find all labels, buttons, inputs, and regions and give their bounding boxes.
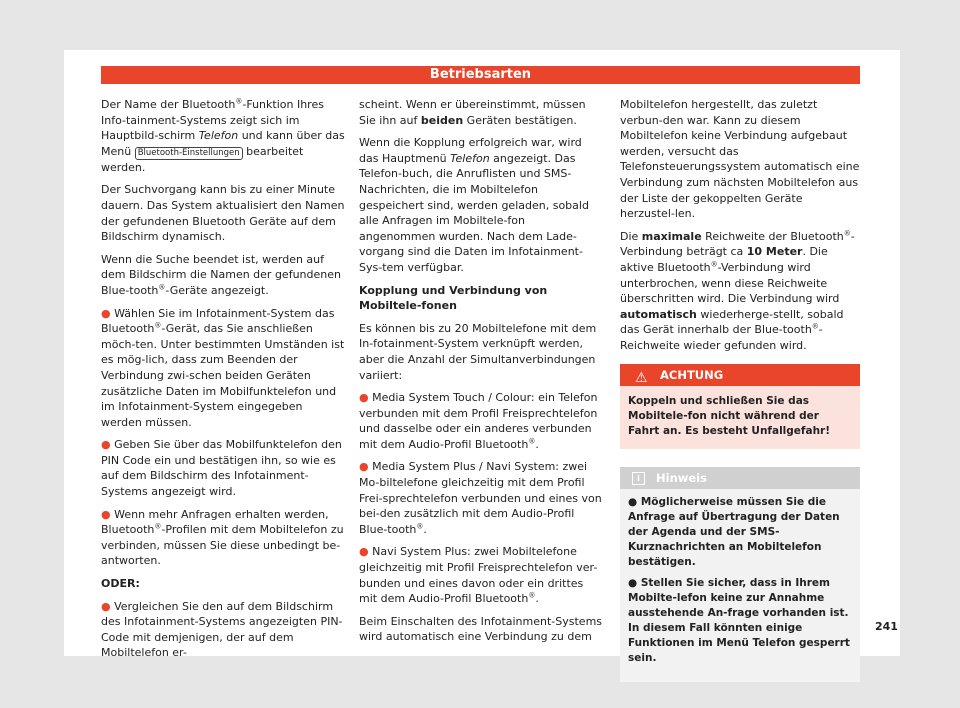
- section-header: Betriebsarten: [101, 66, 860, 84]
- paragraph: Die maximale Reichweite der Bluetooth®-Verbindung beträgt ca 10 Meter. Die aktive Bluetooth®-Verbindung wird unterbrochen, wenn diese Reichweite überschritten wird. Die Verbindung wird automatisch wiederherge-stellt, sobald das Gerät innerhalb der Blue-tooth®-Reichweite wieder gefunden wird.: [620, 229, 855, 352]
- page-number: 241: [875, 620, 898, 633]
- bullet-item: ● Vergleichen Sie den auf dem Bildschirm des Infotainment-Systems angezeigten PIN-Code mit demjenigen, der auf dem Mobiltelefon er-: [101, 599, 343, 660]
- bullet-icon: ●: [101, 599, 111, 613]
- bullet-icon: ●: [628, 576, 638, 589]
- oder-label: ODER:: [101, 577, 140, 591]
- subheading: Kopplung und Verbindung von Mobiltele-fonen: [359, 283, 548, 313]
- bullet-icon: ●: [359, 460, 369, 474]
- warning-title: ACHTUNG: [660, 367, 724, 382]
- info-icon: i: [632, 472, 645, 485]
- bullet-icon: ●: [101, 306, 111, 320]
- warning-text: Koppeln und schließen Sie das Mobiltele-fon nicht während der Fahrt an. Es besteht Unfallgefahr!: [628, 394, 831, 437]
- column-2: [359, 97, 604, 652]
- bullet-icon: ●: [101, 507, 111, 521]
- paragraph: scheint. Wenn er übereinstimmt, müssen Sie ihn auf beiden Geräten bestätigen.: [359, 98, 586, 127]
- bullet-icon: ●: [359, 545, 369, 559]
- menu-key: Bluetooth-Einstellungen: [135, 147, 243, 160]
- warning-header: [620, 364, 860, 386]
- paragraph: Beim Einschalten des Infotainment-Systems wird automatisch eine Verbindung zu dem: [359, 614, 603, 644]
- bullet-icon: ●: [101, 438, 111, 452]
- paragraph: Wenn die Kopplung erfolgreich war, wird das Hauptmenü Telefon angezeigt. Das Telefon-buch, die Anruflisten und SMS- Nachrichten, die im Mobiltelefon gespeichert sind, werden geladen, sobald alle Anfragen im Mobiltele-fon angenommen wurden. Nach dem Lade-vorgang sind die Daten im Infotainment-Sys-tem verfügbar.: [359, 136, 589, 274]
- bullet-item: ● Navi System Plus: zwei Mobiltelefone gleichzeitig mit Profil Freisprechtelefon ver-bunden und eines davon oder ein drittes mit dem Audio-Profil Bluetooth®.: [359, 545, 598, 606]
- bullet-icon: ●: [628, 495, 638, 508]
- bullet-item: ● Geben Sie über das Mobilfunktelefon den PIN Code ein und bestätigen ihn, so wie es auf dem Bildschirm des Infotainment-Systems angezeigt wird.: [101, 438, 342, 499]
- hint-title: Hinweis: [656, 470, 707, 485]
- paragraph: Der Suchvorgang kann bis zu einer Minute dauern. Das System aktualisiert den Namen der gefundenen Bluetooth Geräte auf dem Bildschirm dynamisch.: [101, 183, 345, 244]
- bullet-icon: ●: [359, 391, 369, 405]
- paragraph: Mobiltelefon hergestellt, das zuletzt verbun-den war. Kann zu diesem Mobiltelefon keine Verbindung aufgebaut werden, versucht das Telefonsteuerungssystem automatisch eine Verbindung zum nächsten Mobiltelefon aus der Liste der gekoppelten Geräte herzustel-len.: [620, 98, 860, 221]
- hint-item: ● Stellen Sie sicher, dass in Ihrem Mobilte-lefon keine zur Annahme ausstehende An-frage vorhanden ist. In diesem Fall könnten einige Funktionen im Menü Telefon gesperrt sein.: [628, 576, 850, 664]
- hint-box: [620, 467, 860, 682]
- bullet-item: ● Media System Touch / Colour: ein Telefon verbunden mit dem Profil Freisprechtelefon und dasselbe oder ein anderes verbunden mit dem Audio-Profil Bluetooth®.: [359, 391, 598, 451]
- hint-item: ● Möglicherweise müssen Sie die Anfrage auf Übertragung der Daten der Agenda und der SMS-Kurznachrichten an Mobiltelefon bestätigen.: [628, 495, 840, 568]
- bullet-item: ● Media System Plus / Navi System: zwei Mo-biltelefone gleichzeitig mit dem Profil Frei-sprechtelefon verbunden und eines von bei-den zusätzlich mit dem Audio-Profil Blue-tooth®.: [359, 460, 602, 536]
- paragraph: Der Name der Bluetooth®-Funktion Ihres Info-tainment-Systems zeigt sich im Hauptbild-schirm Telefon und kann über das Menü Bluetooth-Einstellungen bearbeitet werden.: [101, 97, 345, 174]
- bullet-item: ● Wenn mehr Anfragen erhalten werden, Bluetooth®-Profilen mit dem Mobiltelefon zu verbinden, müssen Sie diese unbedingt be-antworten.: [101, 507, 344, 568]
- hint-body: [620, 489, 860, 682]
- warning-box: [620, 364, 860, 449]
- column-1: [101, 97, 346, 668]
- hint-header: [620, 467, 860, 489]
- bullet-item: ● Wählen Sie im Infotainment-System das Bluetooth®-Gerät, das Sie anschließen möch-ten. Unter bestimmten Umständen ist es mög-lich, dass zum Beenden der Verbindung zwi-schen beiden Geräten zusätzliche Daten im Mobilfunktelefon und im Infotainment-System eingegeben werden müssen.: [101, 306, 345, 429]
- warning-triangle-icon: ⚠: [635, 369, 648, 386]
- column-3: [620, 97, 860, 682]
- paragraph: Es können bis zu 20 Mobiltelefone mit dem In-fotainment-System verknüpft werden, aber die Anzahl der Simultanverbindungen variiert:: [359, 321, 597, 382]
- paragraph: Wenn die Suche beendet ist, werden auf dem Bildschirm die Namen der gefundenen Blue-tooth®-Geräte angezeigt.: [101, 252, 341, 297]
